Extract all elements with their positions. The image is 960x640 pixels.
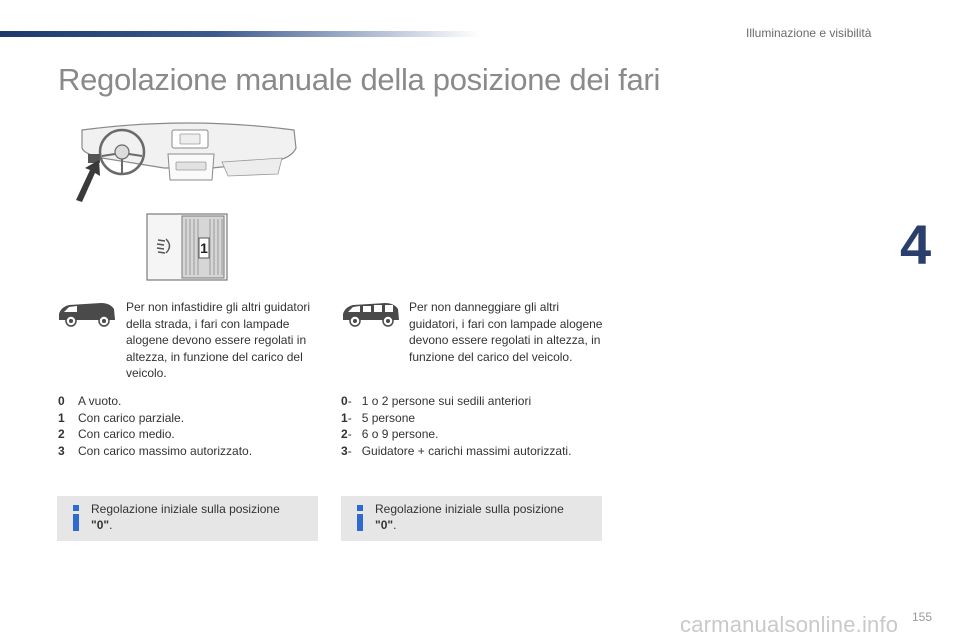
list-item: [58, 426, 252, 443]
list-item: 3- Guidatore + carichi massimi autorizzati.: [341, 443, 572, 458]
position-number: 2: [341, 427, 348, 441]
info-value: "0": [91, 518, 110, 532]
page-title: Regolazione manuale della posizione dei fari: [58, 62, 661, 97]
position-text: Con carico medio.: [78, 427, 175, 441]
position-text: 5 persone: [361, 410, 416, 425]
info-box-right: [341, 496, 602, 541]
list-item: 0- 1 o 2 persone sui sedili anteriori: [341, 394, 532, 408]
list-item: [58, 443, 252, 460]
right-position-list: [341, 393, 571, 459]
info-icon: [68, 505, 84, 531]
left-note-text: Per non infastidire gli altri guidatori della strada, i fari con lampade alogene devono essere regolati in altezza, in funzione del carico del veicolo.: [126, 300, 311, 380]
info-value: "0": [375, 518, 394, 532]
watermark-text: carmanualsonline.info: [680, 612, 899, 637]
position-text: 1 o 2 persone sui sedili anteriori: [361, 394, 532, 408]
list-item: 1- 5 persone: [341, 410, 416, 425]
position-number: 1: [341, 410, 348, 425]
right-note-text: Per non danneggiare gli altri guidatori, i fari con lampade alogene devono essere regolati in altezza, in funzione del carico del veicolo.: [409, 300, 603, 364]
position-number: 1: [58, 410, 65, 425]
info-suffix: .: [109, 518, 113, 532]
list-item: 2- 6 o 9 persone.: [341, 427, 439, 441]
position-number: 3: [58, 443, 65, 458]
position-number: 0: [58, 394, 65, 408]
info-text: [375, 501, 595, 533]
info-text: [91, 501, 311, 533]
position-number: 2: [58, 427, 65, 441]
header-gradient-bar: [0, 31, 480, 37]
knob-position-label: 1: [200, 240, 208, 256]
position-text: Guidatore + carichi massimi autorizzati.: [361, 443, 572, 458]
minibus-icon: [341, 300, 401, 328]
van-icon: [57, 300, 117, 328]
position-number: 0: [341, 394, 348, 408]
position-text: Con carico parziale.: [78, 410, 185, 425]
list-item: [58, 393, 252, 410]
headlamp-adjustment-knob-illustration: [146, 213, 228, 281]
info-description: Regolazione iniziale sulla posizione: [91, 502, 280, 516]
page-number: 155: [912, 610, 933, 624]
info-description: Regolazione iniziale sulla posizione: [375, 502, 564, 516]
left-position-list: [58, 393, 252, 459]
chapter-number: 4: [900, 213, 932, 276]
info-suffix: .: [393, 518, 397, 532]
list-item: [58, 410, 252, 427]
info-box-left: [57, 496, 318, 541]
position-text: A vuoto.: [78, 394, 122, 408]
section-title: Illuminazione e visibilità: [746, 26, 872, 40]
position-text: Con carico massimo autorizzato.: [78, 443, 253, 458]
position-number: 3: [341, 443, 348, 458]
info-icon: [352, 505, 368, 531]
dashboard-illustration: [72, 118, 304, 204]
position-text: 6 o 9 persone.: [361, 427, 439, 441]
